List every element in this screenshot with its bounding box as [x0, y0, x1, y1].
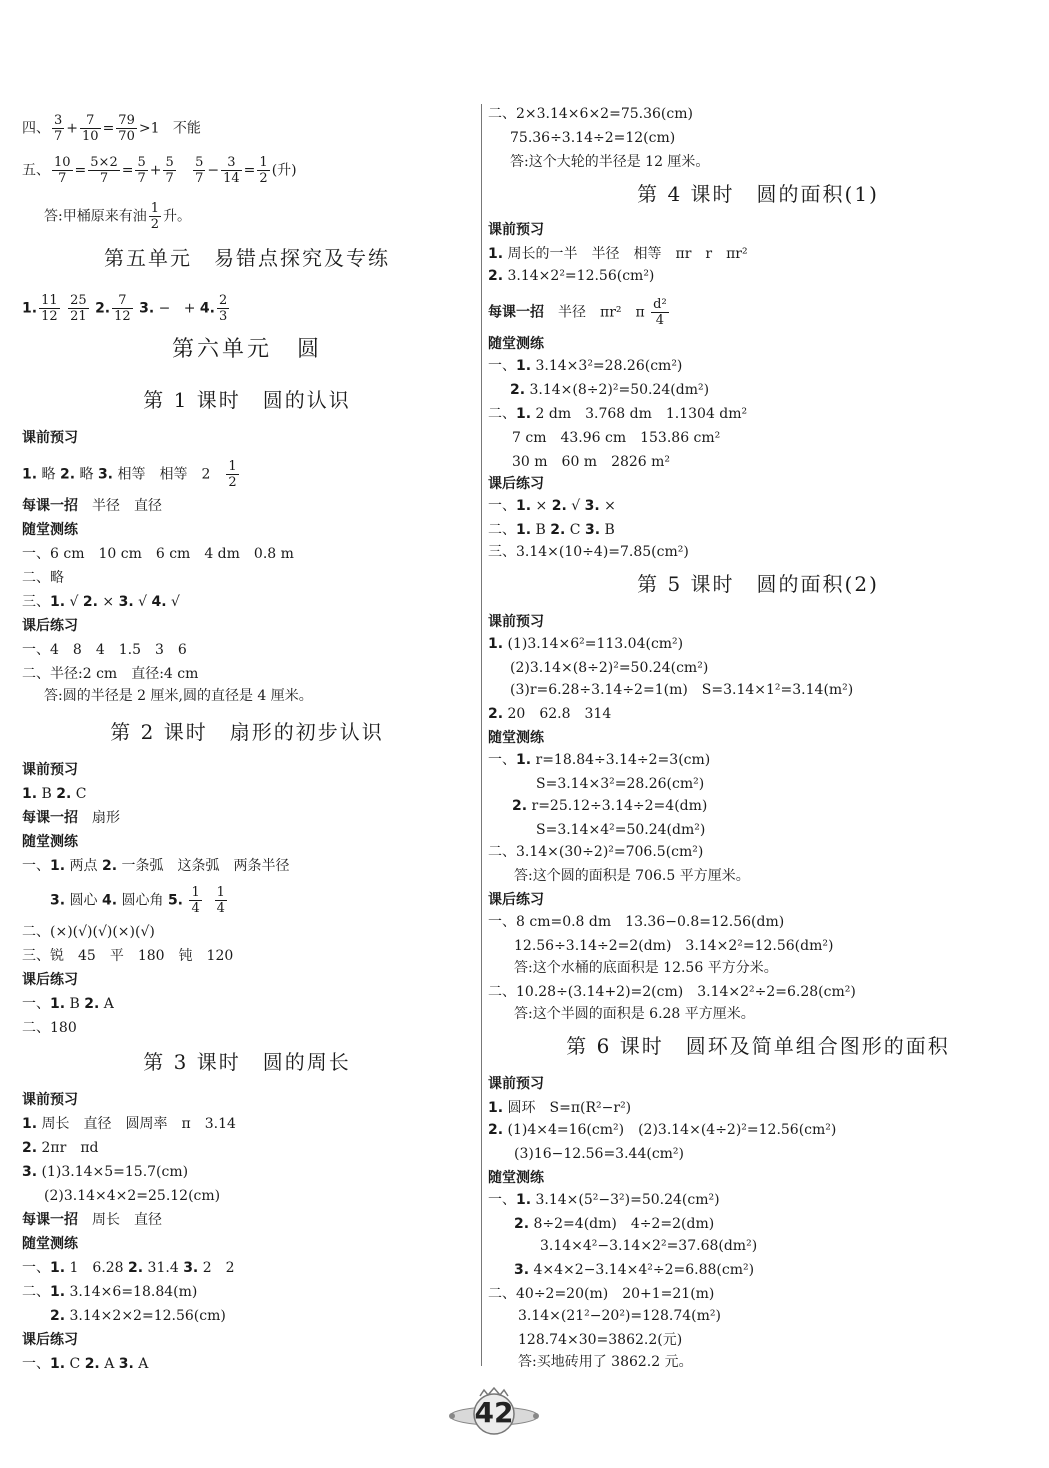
subheading: 课后练习 [22, 972, 78, 988]
answer-line: 2. (1)4×4=16(cm²) (2)3.14×(4÷2)²=12.56(cm²) [488, 1122, 837, 1138]
answer-line: 3.14×(21²−20²)=128.74(m²) [518, 1308, 721, 1324]
answer-line: (2)3.14×4×2=25.12(cm) [44, 1188, 221, 1204]
answer-line: (3)r=6.28÷3.14÷2=1(m) S=3.14×1²=3.14(m²) [510, 682, 854, 698]
answer-line: 四、 $\frac{3}{7}$ + $\frac{7}{10}$ = $\frac{79}{70}$ >1 不能 [22, 113, 201, 144]
answer-line: 3. 圆心 4. 圆心角 5. $\frac{1}{4}$ $\frac{1}{4}$ [50, 885, 225, 916]
answer-line: 答:甲桶原来有油 $\frac{1}{2}$ 升。 [44, 201, 191, 232]
answer-line: 1. 周长的一半 半径 相等 πr r πr² [488, 246, 748, 262]
answer-line: 30 m 60 m 2826 m² [512, 454, 671, 470]
answer-line: 答:买地砖用了 3862.2 元。 [518, 1354, 693, 1370]
answer-line: 三、3.14×(10÷4)=7.85(cm²) [488, 544, 689, 560]
answer-line: 二、3.14×(30÷2)²=706.5(cm²) [488, 844, 704, 860]
answer-line: 二、180 [22, 1020, 77, 1036]
unit-title: 第五单元 易错点探究及专练 [104, 246, 390, 270]
subheading: 课后练习 [22, 1332, 78, 1348]
answer-line: 2. r=25.12÷3.14÷2=4(dm) [512, 798, 708, 814]
answer-line: 2. 3.14×2×2=12.56(cm) [50, 1308, 226, 1324]
answer-line: 一、1. 3.14×(5²−3²)=50.24(cm²) [488, 1192, 720, 1208]
subheading: 课前预习 [488, 222, 544, 238]
page-number-badge [444, 1384, 544, 1444]
answer-line: 2. 8÷2=4(dm) 4÷2=2(dm) [514, 1216, 715, 1232]
answer-line: 一、1. B 2. A [22, 996, 114, 1012]
answer-line: (2)3.14×(8÷2)²=50.24(cm²) [510, 660, 709, 676]
answer-line: 一、1. 两点 2. 一条弧 这条弧 两条半径 [22, 858, 290, 874]
subheading: 课后练习 [488, 476, 544, 492]
answer-line: S=3.14×3²=28.26(cm²) [536, 776, 705, 792]
answer-line: 二、10.28÷(3.14+2)=2(cm) 3.14×2²÷2=6.28(cm²) [488, 984, 856, 1000]
answer-line: 1. 略 2. 略 3. 相等 相等 2 $\frac{1}{2}$ [22, 459, 237, 490]
answer-line: 每课一招 扇形 [22, 810, 120, 826]
subheading: 随堂测练 [22, 834, 78, 850]
answer-line: 二、略 [22, 570, 64, 586]
subheading: 随堂测练 [22, 522, 78, 538]
subheading: 随堂测练 [488, 1170, 544, 1186]
section-title: 第 3 课时 圆的周长 [143, 1050, 351, 1074]
answer-line: 2. 3.14×2²=12.56(cm²) [488, 268, 655, 284]
answer-line: 3. (1)3.14×5=15.7(cm) [22, 1164, 189, 1180]
answer-line: 2. 2πr πd [22, 1140, 99, 1156]
subheading: 随堂测练 [488, 336, 544, 352]
answer-line: 3.14×4²−3.14×2²=37.68(dm²) [540, 1238, 758, 1254]
answer-line: 答:这个大轮的半径是 12 厘米。 [510, 154, 710, 170]
answer-line: 7 cm 43.96 cm 153.86 cm² [512, 430, 721, 446]
section-title: 第 5 课时 圆的面积(2) [637, 572, 879, 596]
subheading: 课前预习 [22, 762, 78, 778]
subheading: 随堂测练 [22, 1236, 78, 1252]
answer-line: 一、1. r=18.84÷3.14÷2=3(cm) [488, 752, 711, 768]
answer-line: 1. (1)3.14×6²=113.04(cm²) [488, 636, 684, 652]
answer-line: 二、半径:2 cm 直径:4 cm [22, 666, 199, 682]
answer-line: 答:这个半圆的面积是 6.28 平方厘米。 [514, 1006, 755, 1022]
answer-line: 答:圆的半径是 2 厘米,圆的直径是 4 厘米。 [44, 688, 313, 704]
answer-line: 128.74×30=3862.2(元) [518, 1332, 683, 1348]
answer-line: 三、锐 45 平 180 钝 120 [22, 948, 234, 964]
answer-line: 一、1. 3.14×3²=28.26(cm²) [488, 358, 683, 374]
answer-line: 一、8 cm=0.8 dm 13.36−0.8=12.56(dm) [488, 914, 785, 930]
answer-line: 1. 周长 直径 圆周率 π 3.14 [22, 1116, 236, 1132]
answer-line: 1. B 2. C [22, 786, 87, 802]
answer-line: 1. $\frac{11}{12}$ $\frac{25}{21}$ 2. $\frac{7}{12}$ 3. − + 4. $\frac{2}{3}$ [22, 293, 228, 324]
answer-line: 2. 20 62.8 314 [488, 706, 612, 722]
answer-line: 每课一招 半径 πr² π $\frac{\text{d²}}{4}$ [488, 297, 667, 328]
section-title: 第 1 课时 圆的认识 [143, 388, 351, 412]
answer-line: 三、1. √ 2. × 3. √ 4. √ [22, 594, 180, 610]
answer-line: 一、4 8 4 1.5 3 6 [22, 642, 187, 658]
answer-line: 答:这个水桶的底面积是 12.56 平方分米。 [514, 960, 778, 976]
answer-line: 2. 3.14×(8÷2)²=50.24(dm²) [510, 382, 710, 398]
section-title: 第 6 课时 圆环及简单组合图形的面积 [566, 1034, 950, 1058]
answer-line: 75.36÷3.14÷2=12(cm) [510, 130, 676, 146]
subheading: 课前预习 [488, 614, 544, 630]
column-divider [481, 104, 482, 1366]
answer-line: 二、1. 2 dm 3.768 dm 1.1304 dm² [488, 406, 748, 422]
answer-line: 1. 圆环 S=π(R²−r²) [488, 1100, 632, 1116]
answer-line: 二、2×3.14×6×2=75.36(cm) [488, 106, 693, 122]
section-title: 第 4 课时 圆的面积(1) [637, 182, 879, 206]
subheading: 随堂测练 [488, 730, 544, 746]
answer-line: 二、1. B 2. C 3. B [488, 522, 615, 538]
subheading: 课后练习 [22, 618, 78, 634]
answer-line: 一、1. C 2. A 3. A [22, 1356, 149, 1372]
answer-line: 每课一招 周长 直径 [22, 1212, 162, 1228]
subheading: 课前预习 [22, 1092, 78, 1108]
answer-line: (3)16−12.56=3.44(cm²) [514, 1146, 685, 1162]
answer-line: 12.56÷3.14÷2=2(dm) 3.14×2²=12.56(dm²) [514, 938, 834, 954]
answer-line: 二、(×)(√)(√)(×)(√) [22, 924, 155, 940]
answer-line: 每课一招 半径 直径 [22, 498, 162, 514]
subheading: 课前预习 [488, 1076, 544, 1092]
answer-line: 一、6 cm 10 cm 6 cm 4 dm 0.8 m [22, 546, 294, 562]
answer-line: 二、40÷2=20(m) 20+1=21(m) [488, 1286, 715, 1302]
answer-line: S=3.14×4²=50.24(dm²) [536, 822, 706, 838]
subheading: 课前预习 [22, 430, 78, 446]
answer-line: 二、1. 3.14×6=18.84(m) [22, 1284, 198, 1300]
unit-title: 第六单元 圆 [171, 337, 322, 362]
answer-line: 答:这个圆的面积是 706.5 平方厘米。 [514, 868, 750, 884]
page-number: 42 [474, 1396, 514, 1429]
answer-line: 一、1. × 2. √ 3. × [488, 498, 616, 514]
subheading: 课后练习 [488, 892, 544, 908]
section-title: 第 2 课时 扇形的初步认识 [110, 720, 384, 744]
answer-line: 一、1. 1 6.28 2. 31.4 3. 2 2 [22, 1260, 235, 1276]
answer-line: 3. 4×4×2−3.14×4²÷2=6.88(cm²) [514, 1262, 755, 1278]
answer-line: 五、 $\frac{10}{7}$ = $\frac{5\times 2}{7}$ = $\frac{5}{7}$ + $\frac{5}{7}$ $\frac{5}{7}$ − $\frac{3}{14}$ = $\frac{1}{2}$ (升) [22, 155, 297, 186]
